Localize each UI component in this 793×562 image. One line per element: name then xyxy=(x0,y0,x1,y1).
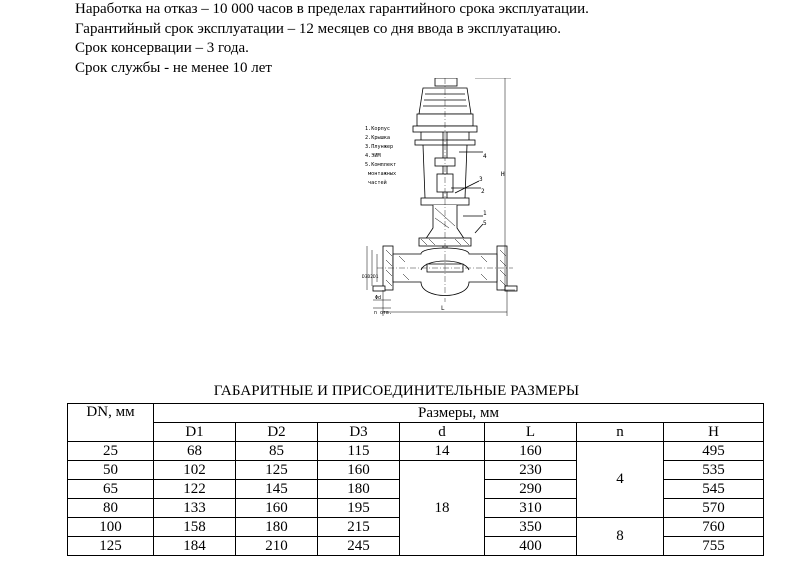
cell-dn: 65 xyxy=(68,480,154,499)
column-header: n xyxy=(577,423,664,442)
cell-d3: 195 xyxy=(318,499,400,518)
table-column-row xyxy=(68,423,764,442)
intro-text xyxy=(75,0,589,78)
cell-dn: 25 xyxy=(68,442,154,461)
legend-item: 1.Корпус xyxy=(365,126,390,132)
column-header: d xyxy=(400,423,485,442)
valve-body-drawing xyxy=(373,78,517,302)
cell-l: 350 xyxy=(485,518,577,537)
cell-h: 535 xyxy=(664,461,764,480)
cell-h: 755 xyxy=(664,537,764,556)
dim-label-hole-count: n отв. xyxy=(374,310,393,316)
table-row xyxy=(68,442,764,461)
dn-header: DN, мм xyxy=(68,404,154,442)
intro-line-mtbf: Наработка на отказ – 10 000 часов в пределах гарантийного срока эксплуатации. xyxy=(75,1,589,17)
dim-label-d1: D1 xyxy=(373,275,379,280)
column-header: D2 xyxy=(236,423,318,442)
cell-d2: 160 xyxy=(236,499,318,518)
cell-d3: 245 xyxy=(318,537,400,556)
drawing-legend xyxy=(365,126,396,186)
callout-label: 1 xyxy=(483,210,487,217)
cell-dn: 50 xyxy=(68,461,154,480)
cell-l: 400 xyxy=(485,537,577,556)
legend-item: 5.Комплект xyxy=(365,162,397,168)
cell-d1: 102 xyxy=(154,461,236,480)
callout-label: 3 xyxy=(479,176,483,183)
cell-h: 495 xyxy=(664,442,764,461)
cell-d: 18 xyxy=(400,461,485,556)
dim-label-d3: D3 xyxy=(362,275,368,280)
cell-d2: 210 xyxy=(236,537,318,556)
cell-d2: 180 xyxy=(236,518,318,537)
cell-dn: 125 xyxy=(68,537,154,556)
dim-label-d2: D2 xyxy=(367,275,373,280)
cell-d3: 180 xyxy=(318,480,400,499)
cell-n: 4 xyxy=(577,442,664,518)
cell-d1: 158 xyxy=(154,518,236,537)
cell-dn: 80 xyxy=(68,499,154,518)
cell-h: 570 xyxy=(664,499,764,518)
intro-line-service-life: Срок службы - не менее 10 лет xyxy=(75,59,272,76)
group-header: Размеры, мм xyxy=(154,404,764,423)
legend-item: частей xyxy=(368,180,387,186)
column-header: L xyxy=(485,423,577,442)
legend-item: 2.Крышка xyxy=(365,135,390,141)
intro-line-conservation: Срок консервации – 3 года. xyxy=(75,40,249,56)
table-title: ГАБАРИТНЫЕ И ПРИСОЕДИНИТЕЛЬНЫЕ РАЗМЕРЫ xyxy=(213,383,580,399)
column-header: H xyxy=(664,423,764,442)
dim-label-l: L xyxy=(441,305,445,312)
intro-line-warranty: Гарантийный срок эксплуатации – 12 месяцев со дня ввода в эксплуатацию. xyxy=(75,20,561,37)
valve-drawing xyxy=(355,78,520,320)
cell-d1: 68 xyxy=(154,442,236,461)
legend-item: 3.Плунжер xyxy=(365,144,394,150)
callout-label: 5 xyxy=(483,220,487,227)
callout-label: 4 xyxy=(483,153,487,160)
cell-l: 160 xyxy=(485,442,577,461)
dimensions-table xyxy=(67,403,764,556)
cell-d2: 125 xyxy=(236,461,318,480)
cell-d: 14 xyxy=(400,442,485,461)
dim-label-h: H xyxy=(501,171,505,178)
cell-l: 290 xyxy=(485,480,577,499)
legend-item: 4.ЭИМ xyxy=(365,153,381,159)
cell-d1: 133 xyxy=(154,499,236,518)
cell-n: 8 xyxy=(577,518,664,556)
callout-label: 2 xyxy=(481,188,485,195)
cell-d2: 85 xyxy=(236,442,318,461)
cell-d3: 115 xyxy=(318,442,400,461)
dim-label-bolt-diameter: Φd xyxy=(375,295,382,301)
cell-h: 760 xyxy=(664,518,764,537)
cell-h: 545 xyxy=(664,480,764,499)
table-header-row xyxy=(68,404,764,423)
cell-d3: 215 xyxy=(318,518,400,537)
cell-l: 310 xyxy=(485,499,577,518)
cell-dn: 100 xyxy=(68,518,154,537)
cell-d1: 122 xyxy=(154,480,236,499)
cell-d1: 184 xyxy=(154,537,236,556)
column-header: D1 xyxy=(154,423,236,442)
cell-d3: 160 xyxy=(318,461,400,480)
legend-item: монтажных xyxy=(368,171,397,177)
cell-l: 230 xyxy=(485,461,577,480)
column-header: D3 xyxy=(318,423,400,442)
cell-d2: 145 xyxy=(236,480,318,499)
